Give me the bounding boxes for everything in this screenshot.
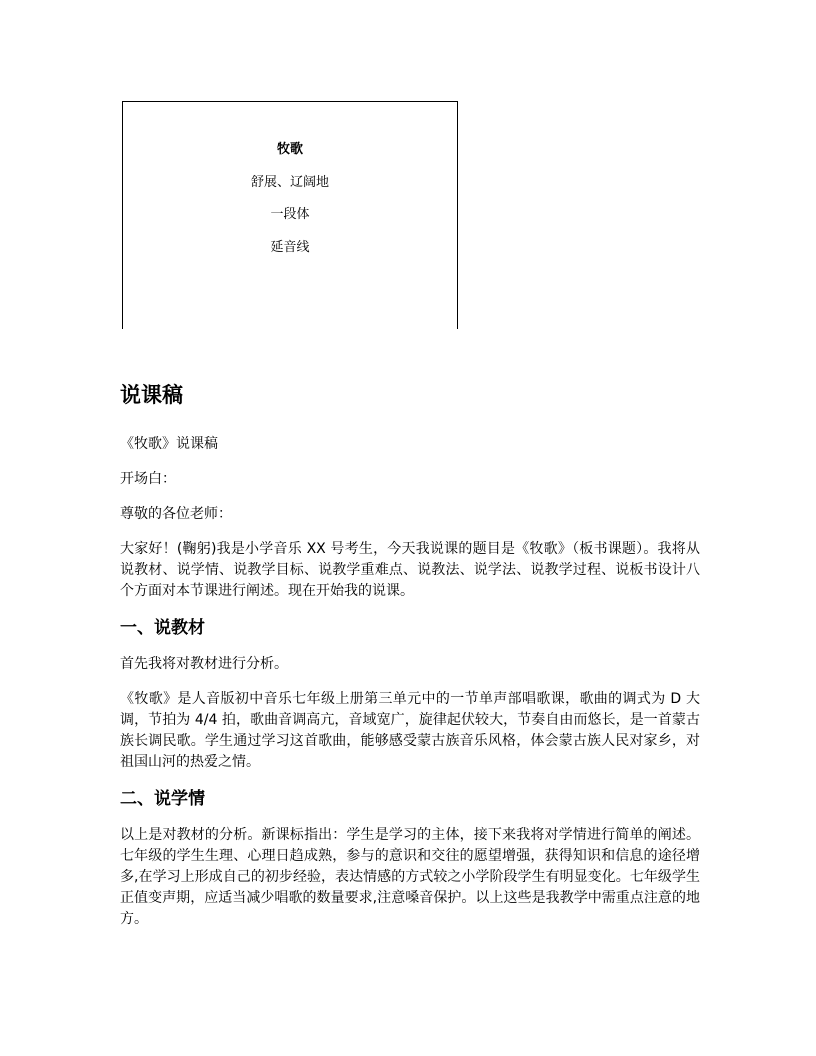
- blackboard-design-box: [122, 101, 458, 329]
- textbook-paragraph-1: 首先我将对教材进行分析。: [120, 656, 288, 672]
- section-heading-textbook: 一、说教材: [120, 618, 205, 638]
- intro-paragraph: 大家好！(鞠躬)我是小学音乐 XX 号考生，今天我说课的题目是《牧歌》（板书课题）。我将从说教材、说学情、说教学目标、说教学重难点、说教法、说学法、说教学过程、说板书设计八个方面对本节课进行阐述。现在开始我的说课。: [120, 541, 700, 599]
- board-line-form: 一段体: [270, 207, 310, 222]
- opening-label: 开场白：: [120, 471, 176, 487]
- board-line-notation: 延音线: [270, 240, 310, 255]
- document-title: 说课稿: [120, 383, 183, 407]
- board-title: 牧歌: [276, 142, 303, 157]
- greeting: 尊敬的各位老师：: [120, 506, 232, 522]
- students-paragraph-1: 以上是对教材的分析。新课标指出：学生是学习的主体，接下来我将对学情进行简单的阐述。七年级的学生生理、心理日趋成熟，参与的意识和交往的愿望增强，获得知识和信息的途径增多,在学习上形成自己的初步经验，表达情感的方式较之小学阶段学生有明显变化。七年级学生正值变声期，应适当减少唱歌的数量要求,注意嗓音保护。以上这些是我教学中需重点注意的地方。: [120, 827, 700, 927]
- document-body: [120, 380, 700, 944]
- board-line-expression: 舒展、辽阔地: [250, 175, 329, 190]
- textbook-paragraph-2: 《牧歌》是人音版初中音乐七年级上册第三单元中的一节单声部唱歌课，歌曲的调式为 D 大调，节拍为 4/4 拍，歌曲音调高亢，音域宽广，旋律起伏较大，节奏自由而悠长，是一首蒙古族长调民歌。学生通过学习这首歌曲，能够感受蒙古族音乐风格，体会蒙古族人民对家乡，对祖国山河的热爱之情。: [120, 691, 700, 770]
- section-heading-students: 二、说学情: [120, 789, 205, 809]
- document-subtitle: 《牧歌》说课稿: [120, 436, 218, 452]
